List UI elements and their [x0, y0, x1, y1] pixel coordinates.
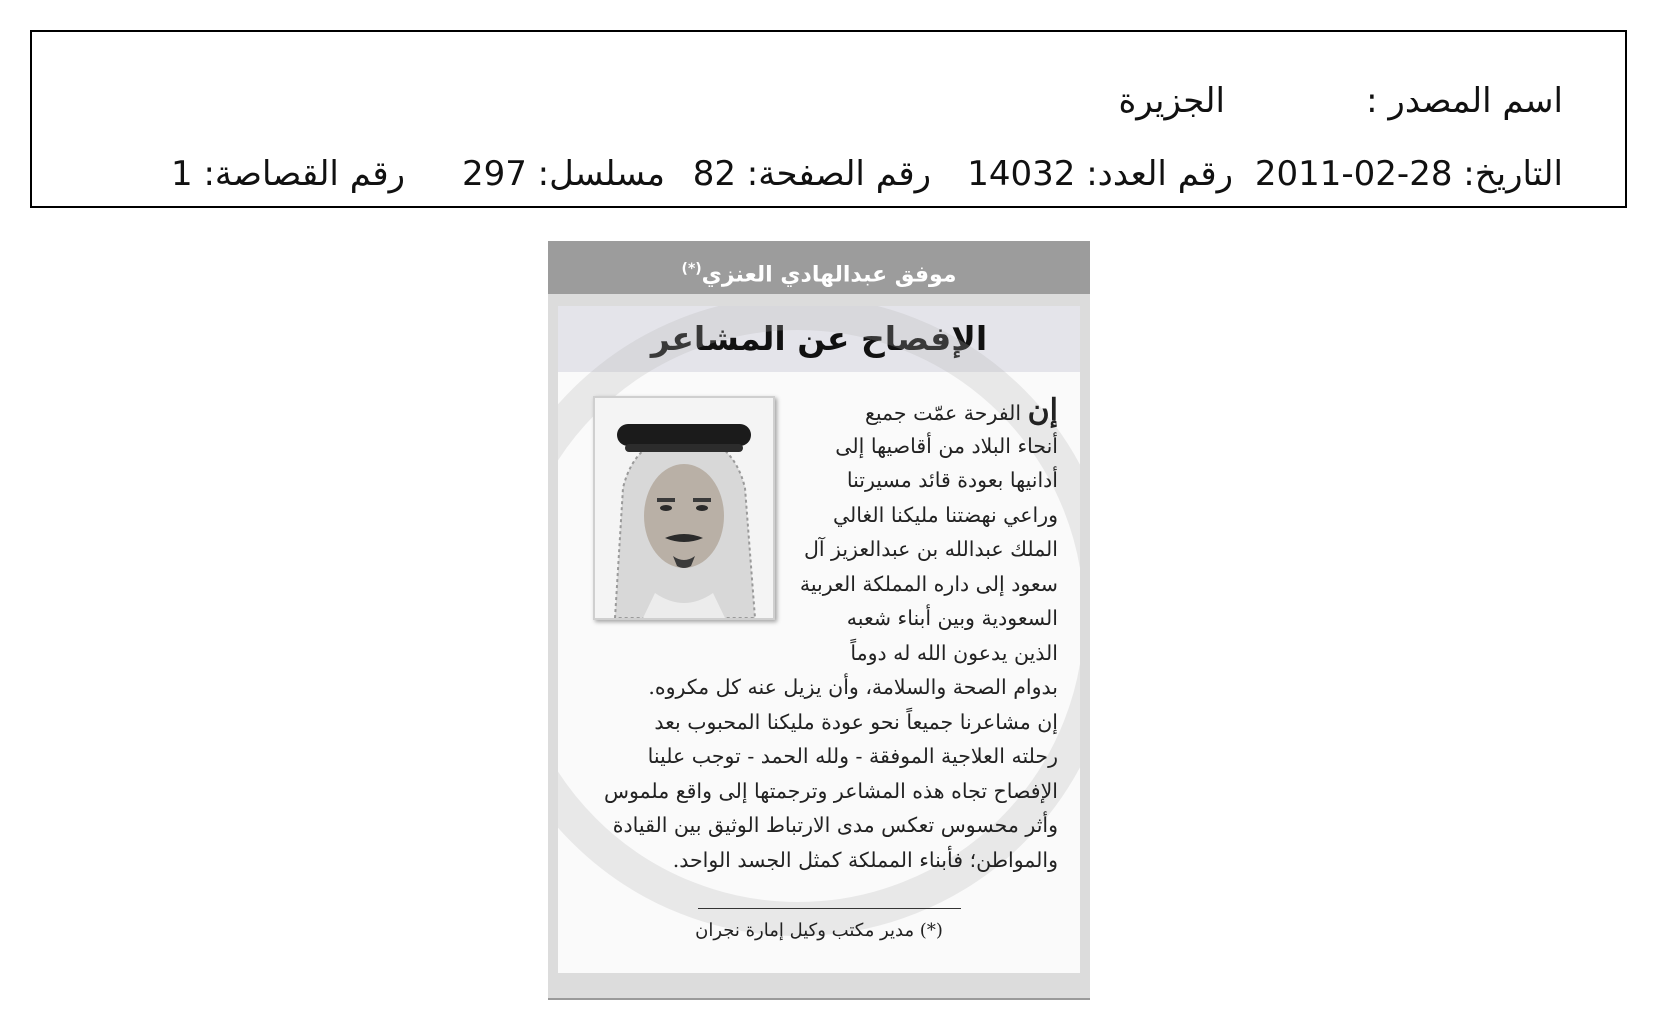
- body-line: الذين يدعون الله له دوماً: [850, 640, 1058, 665]
- body-line: بدوام الصحة والسلامة، وأن يزيل عنه كل مكروه.: [648, 675, 1058, 699]
- details-row: [32, 149, 1625, 199]
- serial-field: مسلسل: 297: [461, 154, 665, 194]
- body-line: والمواطن؛ فأبناء المملكة كمثل الجسد الواحد.: [672, 847, 1058, 872]
- source-metadata-box: [30, 30, 1627, 208]
- body-line: سعود إلى داره المملكة العربية: [799, 571, 1058, 596]
- author-byline: [548, 241, 1090, 294]
- body-line: أدانيها بعودة قائد مسيرتنا: [846, 468, 1058, 492]
- body-line: أنحاء البلاد من أقاصيها إلى: [835, 433, 1058, 458]
- author-marker: (*): [681, 261, 702, 277]
- date-field: التاريخ: 28-02-2011: [1254, 154, 1563, 194]
- issue-number-field: رقم العدد: 14032: [967, 154, 1233, 194]
- body-line: السعودية وبين أبناء شعبه: [846, 606, 1058, 630]
- clip-number-field: رقم القصاصة: 1: [171, 154, 405, 194]
- author-footnote: (*) مدير مكتب وكيل إمارة نجران: [695, 920, 943, 941]
- author-name: موفق عبدالهادي العنزي: [701, 262, 957, 288]
- body-line: إن مشاعرنا جميعاً نحو عودة مليكنا المحبوب بعد: [654, 709, 1058, 734]
- body-line: إن الفرحة عمّت جميع: [864, 393, 1058, 428]
- source-row: [32, 76, 1625, 126]
- source-label: اسم المصدر :: [1366, 81, 1563, 121]
- article-body: [578, 394, 1058, 877]
- body-line: وأثر محسوس تعكس مدى الارتباط الوثيق بين القيادة: [612, 813, 1058, 837]
- newspaper-clipping: [548, 241, 1090, 1000]
- body-line: رحلته العلاجية الموفقة - ولله الحمد - توجب علينا: [647, 744, 1058, 768]
- first-word: إن: [1027, 393, 1058, 428]
- body-line: وراعي نهضتنا مليكنا الغالي: [832, 502, 1058, 527]
- footnote-divider: [698, 908, 961, 909]
- article-title: الإفصاح عن المشاعر: [558, 306, 1080, 372]
- body-line: الإفصاح تجاه هذه المشاعر وترجمتها إلى واقع ملموس: [603, 778, 1058, 803]
- source-value: الجزيرة: [1118, 81, 1225, 121]
- page-number-field: رقم الصفحة: 82: [692, 154, 931, 194]
- body-line: الملك عبدالله بن عبدالعزيز آل: [803, 537, 1058, 561]
- article-panel: [558, 306, 1080, 973]
